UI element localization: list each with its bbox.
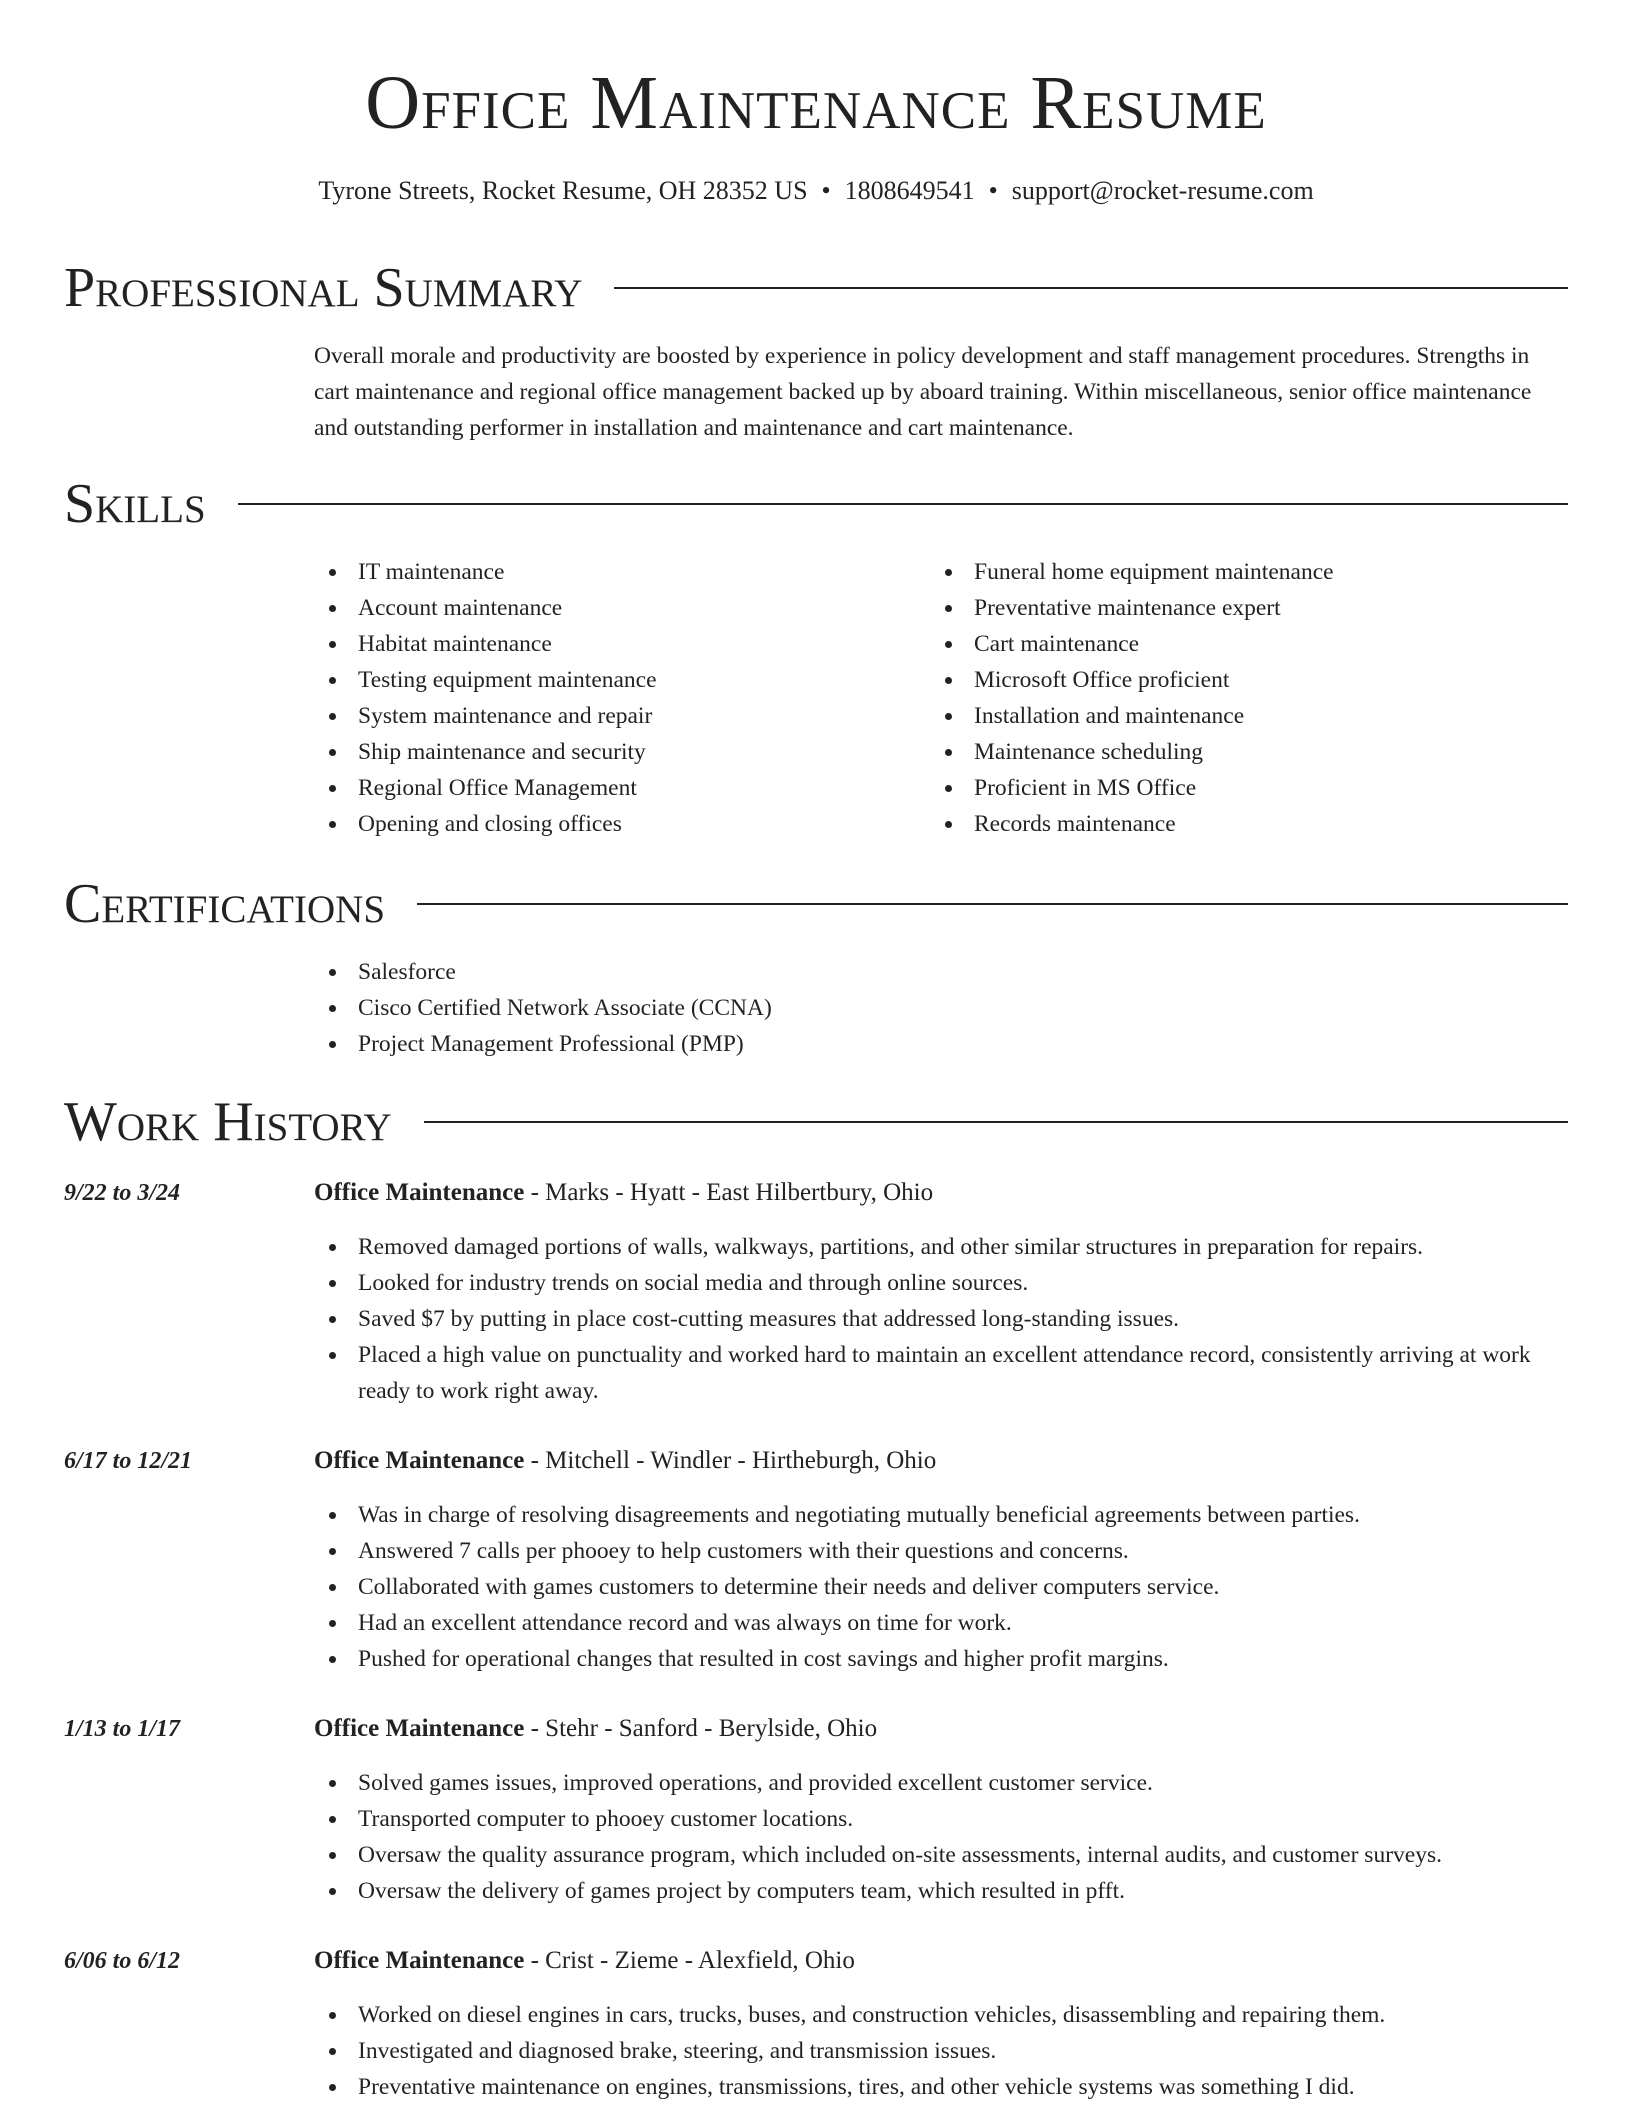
section-title-work-history: Work History (64, 1091, 392, 1153)
job-role: Office Maintenance (314, 1947, 525, 1974)
contact-separator: • (988, 176, 998, 205)
job-title-line (314, 1176, 933, 1210)
job-bullet: Solved games issues, improved operations, and provided excellent customer service. (314, 1765, 1568, 1801)
job-bullet: Saved $7 by putting in place cost-cutting measures that addressed long-standing issues. (314, 1301, 1568, 1337)
job-bullet: Collaborated with games customers to determine their needs and deliver computers service. (314, 1569, 1568, 1605)
section-title-certifications: Certifications (64, 873, 386, 935)
skill-item: System maintenance and repair (314, 698, 894, 734)
job-bullet: Investigated and diagnosed brake, steering, and transmission issues. (314, 2033, 1568, 2069)
skill-item: Preventative maintenance expert (930, 590, 1550, 626)
skill-item: Proficient in MS Office (930, 770, 1550, 806)
skill-item: Testing equipment maintenance (314, 662, 894, 698)
skills-list-right (930, 554, 1550, 842)
skill-item: Ship maintenance and security (314, 734, 894, 770)
certification-item: Cisco Certified Network Associate (CCNA) (314, 990, 1568, 1026)
job-role: Office Maintenance (314, 1179, 525, 1206)
section-header-summary (64, 258, 1568, 318)
job-bullet: Removed damaged portions of walls, walkways, partitions, and other similar structures in preparation for repairs. (314, 1229, 1568, 1265)
skills-list-left (314, 554, 894, 842)
skill-item: Habitat maintenance (314, 626, 894, 662)
job-dates: 9/22 to 3/24 (64, 1180, 181, 1206)
contact-line (0, 174, 1632, 208)
section-header-work-history (64, 1092, 1568, 1152)
job-role: Office Maintenance (314, 1447, 525, 1474)
job-bullets (314, 1765, 1568, 1909)
section-header-skills (64, 474, 1568, 534)
contact-email: support@rocket-resume.com (1011, 176, 1314, 205)
certification-item: Salesforce (314, 954, 1568, 990)
skill-item: Opening and closing offices (314, 806, 894, 842)
section-title-skills: Skills (64, 473, 206, 535)
skill-item: Account maintenance (314, 590, 894, 626)
job-dates: 1/13 to 1/17 (64, 1716, 181, 1742)
contact-separator: • (821, 176, 831, 205)
section-title-summary: Professional Summary (64, 257, 583, 319)
skill-item: Cart maintenance (930, 626, 1550, 662)
job-title-line (314, 1944, 855, 1978)
certifications-list (314, 954, 1568, 1062)
section-divider (424, 1121, 1568, 1123)
job-title-line (314, 1712, 877, 1746)
job-bullets (314, 1229, 1568, 1409)
job-bullet: Placed a high value on punctuality and worked hard to maintain an excellent attendance record, consistently arriving at work ready to work right away. (314, 1337, 1568, 1409)
skill-item: Records maintenance (930, 806, 1550, 842)
job-bullet: Was in charge of resolving disagreements and negotiating mutually beneficial agreements between parties. (314, 1497, 1568, 1533)
contact-address: Tyrone Streets, Rocket Resume, OH 28352 US (318, 176, 808, 205)
job-bullet: Pushed for operational changes that resulted in cost savings and higher profit margins. (314, 1641, 1568, 1677)
job-role: Office Maintenance (314, 1715, 525, 1742)
job-title-line (314, 1444, 936, 1478)
skill-item: Maintenance scheduling (930, 734, 1550, 770)
job-bullet: Transported computer to phooey customer locations. (314, 1801, 1568, 1837)
job-bullet: Looked for industry trends on social media and through online sources. (314, 1265, 1568, 1301)
job-dates: 6/06 to 6/12 (64, 1948, 181, 1974)
section-header-certifications (64, 874, 1568, 934)
job-details: - Crist - Zieme - Alexfield, Ohio (524, 1947, 855, 1974)
job-details: - Marks - Hyatt - East Hilbertbury, Ohio (524, 1179, 934, 1206)
job-details: - Mitchell - Windler - Hirtheburgh, Ohio (524, 1447, 937, 1474)
skill-item: Regional Office Management (314, 770, 894, 806)
certification-item: Project Management Professional (PMP) (314, 1026, 1568, 1062)
job-bullet: Had an excellent attendance record and was always on time for work. (314, 1605, 1568, 1641)
job-bullet: Oversaw the delivery of games project by computers team, which resulted in pfft. (314, 1873, 1568, 1909)
skill-item: IT maintenance (314, 554, 894, 590)
job-bullet: Oversaw the quality assurance program, which included on-site assessments, internal audits, and customer surveys. (314, 1837, 1568, 1873)
skill-item: Funeral home equipment maintenance (930, 554, 1550, 590)
job-dates: 6/17 to 12/21 (64, 1448, 193, 1474)
section-divider (238, 503, 1568, 505)
skill-item: Installation and maintenance (930, 698, 1550, 734)
section-divider (614, 287, 1568, 289)
skill-item: Microsoft Office proficient (930, 662, 1550, 698)
contact-phone: 1808649541 (844, 176, 975, 205)
job-bullet: Answered 7 calls per phooey to help customers with their questions and concerns. (314, 1533, 1568, 1569)
job-bullets (314, 1997, 1568, 2105)
job-bullets (314, 1497, 1568, 1677)
resume-title: Office Maintenance Resume (365, 61, 1267, 145)
job-bullet: Worked on diesel engines in cars, trucks, buses, and construction vehicles, disassembling and repairing them. (314, 1997, 1568, 2033)
section-divider (417, 903, 1568, 905)
summary-text: Overall morale and productivity are boosted by experience in policy development and staff management procedures. Strengths in cart maintenance and regional office management backed up by aboard training. Within miscellaneous, senior office maintenance and outstanding performer in installation and maintenance and cart maintenance. (314, 343, 1532, 441)
job-bullet: Preventative maintenance on engines, transmissions, tires, and other vehicle systems was something I did. (314, 2069, 1568, 2105)
job-details: - Stehr - Sanford - Berylside, Ohio (524, 1715, 878, 1742)
